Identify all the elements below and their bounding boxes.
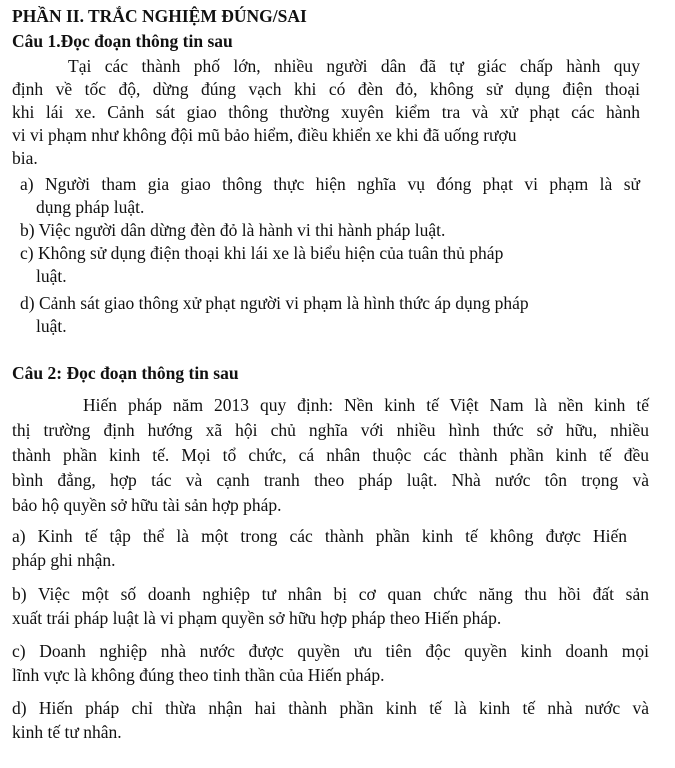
q1-statement-d: d) Cảnh sát giao thông xử phạt người vi phạm là hình thức áp dụng pháp	[20, 293, 529, 313]
q1-statement-b: b) Việc người dân dừng đèn đỏ là hành vi thi hành pháp luật.	[20, 220, 446, 240]
question-1-title: Câu 1.Đọc đoạn thông tin sau	[12, 31, 233, 51]
q2-statement-c-cont: lĩnh vực là không đúng theo tinh thần của Hiến pháp.	[12, 665, 385, 685]
question-2-title: Câu 2: Đọc đoạn thông tin sau	[12, 363, 239, 383]
q2-passage-line: bình đẳng, hợp tác và cạnh tranh theo pháp luật. Nhà nước tôn trọng và	[12, 470, 649, 490]
q1-statement-c: c) Không sử dụng điện thoại khi lái xe là biểu hiện của tuân thủ pháp	[20, 243, 504, 263]
q2-statement-d-cont: kinh tế tư nhân.	[12, 722, 122, 742]
q1-passage-line: vi vi phạm như không đội mũ bảo hiểm, điều khiển xe khi đã uống rượu	[12, 125, 517, 145]
q1-passage-line: khi lái xe. Cảnh sát giao thông thường xuyên kiểm tra và xử phạt các hành	[12, 102, 640, 122]
q1-passage-line: bia.	[12, 148, 38, 168]
q2-statement-a-cont: pháp ghi nhận.	[12, 550, 116, 570]
q2-passage-line: thị trường định hướng xã hội chủ nghĩa với nhiều hình thức sở hữu, nhiều	[12, 420, 649, 440]
q2-statement-a: a) Kinh tế tập thể là một trong các thành phần kinh tế không được Hiến	[12, 526, 627, 546]
part-title: PHẦN II. TRẮC NGHIỆM ĐÚNG/SAI	[12, 6, 307, 26]
q2-passage-line: Hiến pháp năm 2013 quy định: Nền kinh tế Việt Nam là nền kinh tế	[83, 395, 649, 415]
q2-passage-line: thành phần kinh tế. Mọi tổ chức, cá nhân thuộc các thành phần kinh tế đều	[12, 445, 649, 465]
q1-statement-d-cont: luật.	[36, 316, 67, 336]
q2-passage-line: bảo hộ quyền sở hữu tài sản hợp pháp.	[12, 495, 282, 515]
q2-statement-c: c) Doanh nghiệp nhà nước được quyền ưu tiên độc quyền kinh doanh mọi	[12, 641, 649, 661]
q2-statement-b: b) Việc một số doanh nghiệp tư nhân bị cơ quan chức năng thu hồi đất sản	[12, 584, 649, 604]
q1-statement-a: a) Người tham gia giao thông thực hiện nghĩa vụ đóng phạt vi phạm là sử	[20, 174, 640, 194]
q1-statement-c-cont: luật.	[36, 266, 67, 286]
q2-statement-d: d) Hiến pháp chỉ thừa nhận hai thành phần kinh tế là kinh tế nhà nước và	[12, 698, 649, 718]
q1-passage-line: Tại các thành phố lớn, nhiều người dân đã tự giác chấp hành quy	[68, 56, 640, 76]
q1-passage-line: định về tốc độ, dừng đúng vạch khi có đèn đỏ, không sử dụng điện thoại	[12, 79, 640, 99]
q1-statement-a-cont: dụng pháp luật.	[36, 197, 145, 217]
q2-statement-b-cont: xuất trái pháp luật là vi phạm quyền sở hữu hợp pháp theo Hiến pháp.	[12, 608, 502, 628]
